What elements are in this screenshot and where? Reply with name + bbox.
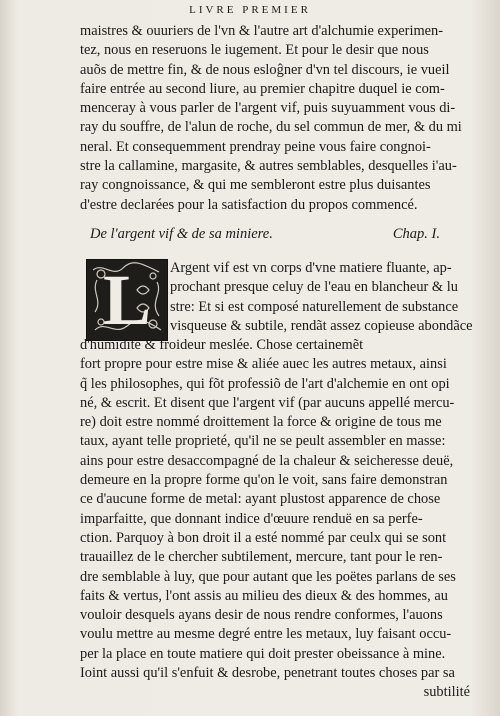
text-line: per la place en toute matiere qui doit prester obeissance à mine. (80, 645, 446, 662)
text-line: imparfaitte, que donnant indice d'œuure renduë en sa perfe- (80, 510, 423, 527)
text-line: stre la callamine, margasite, & autres semblables, desquelles i'au- (80, 158, 457, 175)
text-line: d'estre declarées pour la satisfaction du propos commencé. (80, 196, 418, 213)
text-line: maistres & ouuriers de l'vn & l'autre art d'alchumie experimen- (80, 23, 444, 39)
text-line: Argent vif est vn corps d'vne matiere fluante, ap- (170, 260, 452, 276)
text-line: demeure en la propre forme qu'on le voit, sans faire demonstran (80, 472, 448, 489)
text-line: neral. Et consequemment prendray peine vous faire congnoi- (80, 138, 431, 155)
text-line: trauaillez de le chercher subtilement, mercure, tant pour le ren- (80, 549, 443, 566)
running-head: LIVRE PREMIER (189, 4, 311, 16)
chapter-number: Chap. I. (392, 226, 440, 242)
text-line: faits & vertus, l'ont assis au milieu des dieux & des hommes, au (80, 587, 448, 604)
text-line: taux, ayant telle proprieté, qu'il ne se peult assembler en masse: (80, 433, 446, 450)
text-line: vouloir desquels ayans desir de nous rendre conformes, l'auons (80, 607, 443, 624)
chapter-title: De l'argent vif & de sa miniere. (90, 226, 273, 242)
text-line: q̃ les philosophes, qui fõt professiõ de l'art d'alchemie en ont opi (80, 375, 450, 392)
text-line: voulu mettre au mesme degré entre les metaux, luy faisant occu- (80, 626, 452, 643)
text-line: auõs de mettre fin, & de nous esloĝner d'vn tel discours, ie vueil (80, 61, 450, 78)
text-line: ction. Parquoy à bon droit il a esté nommé par ceulx qui se sont (80, 529, 447, 546)
initial-letter: L (102, 260, 152, 340)
decorated-initial (86, 259, 168, 341)
text-line: fort propre pour estre mise & aliée auec les autres metaux, ainsi (80, 356, 447, 373)
text-line: visqueuse & subtile, rendãt assez copieuse abondãce (170, 317, 473, 334)
text-line: d'humidité & froideur meslée. Chose certainemẽt (80, 337, 364, 353)
text-line: né, & escrit. Et disent que l'argent vif (par aucuns appellé mercu- (80, 394, 455, 411)
text-line: ce d'aucune forme de metal: ayant plustost apparence de chose (80, 491, 441, 508)
text-line: Ioint aussi qu'il s'enfuit & desrobe, penetrant toutes choses par sa (80, 665, 455, 682)
first-paragraph-rest (80, 336, 474, 703)
text-line: ray congnoissance, & qui me sembleront estre plus duisantes (80, 177, 431, 194)
catchword: subtilité (423, 684, 470, 701)
text-line: prochant presque celuy de l'eau en blancheur & lu (170, 279, 458, 296)
text-line: ains pour estre desaccompagné de la chaleur & seicheresse deuë, (80, 452, 454, 469)
text-line: menceray à vous parler de l'argent vif, puis suyuamment vous di- (80, 100, 456, 117)
chapter-heading (80, 224, 474, 244)
text-line: re) doit estre nommé droittement la force & origine de tous me (80, 414, 442, 431)
text-line: stre: Et si est composé naturellement de substance (170, 298, 459, 315)
first-paragraph-top (170, 259, 474, 336)
text-line: tez, nous en reseruons le iugement. Et pour le desir que nous (80, 42, 429, 59)
intro-paragraph (80, 22, 474, 215)
text-line: dre semblable à luy, que pour autant que les poëtes parlans de ses (80, 568, 456, 585)
text-line: ray du souffre, de l'alun de roche, du sel commun de mer, & du mi (80, 119, 462, 136)
text-line: faire entrée au second liure, au premier chapitre duquel ie com- (80, 80, 445, 97)
